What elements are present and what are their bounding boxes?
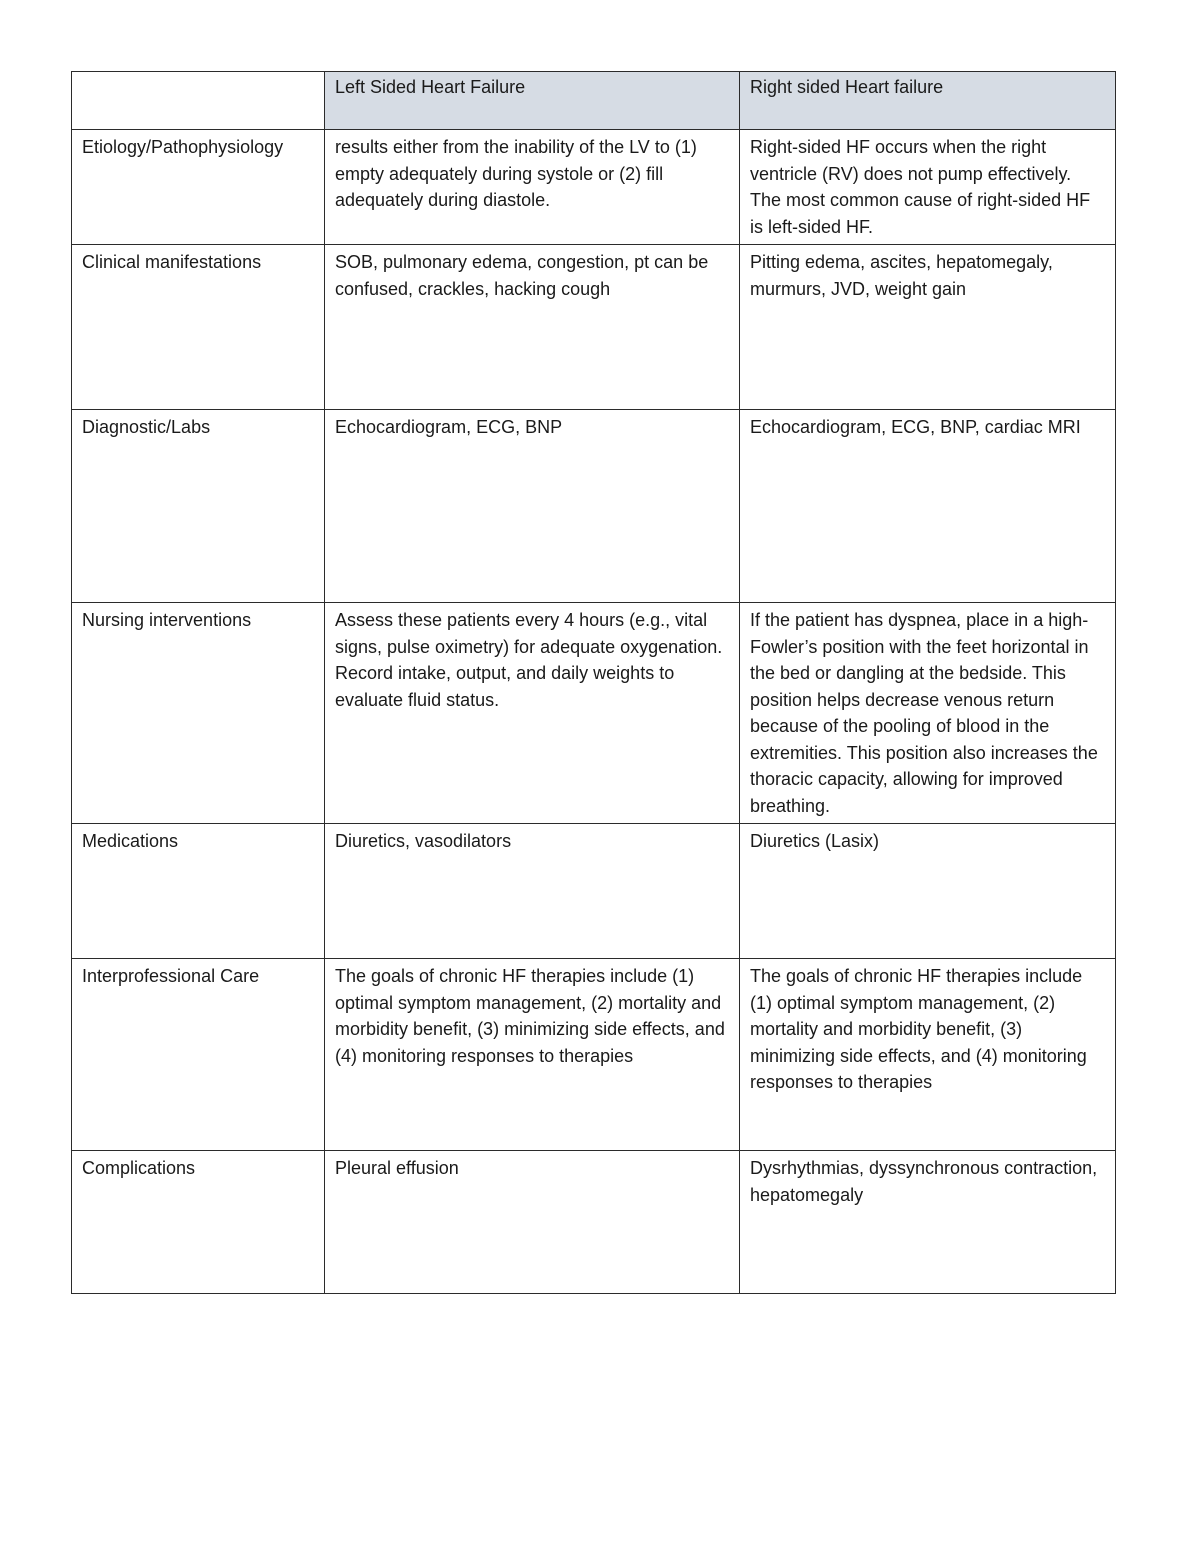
left-sided-cell	[325, 245, 740, 410]
header-left-sided-cell	[325, 72, 740, 130]
right-sided-text: Dysrhythmias, dyssynchronous contraction, hepatomegaly	[750, 1158, 1098, 1205]
left-sided-cell	[325, 603, 740, 824]
header-left-sided-text: Left Sided Heart Failure	[335, 77, 526, 97]
left-sided-text: Echocardiogram, ECG, BNP	[335, 417, 563, 437]
row-label-cell	[72, 959, 325, 1151]
right-sided-cell	[740, 1151, 1116, 1294]
right-sided-cell	[740, 245, 1116, 410]
row-label-cell	[72, 824, 325, 959]
right-sided-cell	[740, 959, 1116, 1151]
right-sided-text: The goals of chronic HF therapies include (1) optimal symptom management, (2) mortality and morbidity benefit, (3) minimizing side effects, and (4) monitoring responses to therapies	[750, 966, 1087, 1092]
row-label: Diagnostic/Labs	[82, 417, 211, 437]
left-sided-text: The goals of chronic HF therapies include (1) optimal symptom management, (2) mortality and morbidity benefit, (3) minimizing side effects, and (4) monitoring responses to therapies	[335, 966, 725, 1066]
left-sided-cell	[325, 959, 740, 1151]
left-sided-text: Assess these patients every 4 hours (e.g., vital signs, pulse oximetry) for adequate oxygenation. Record intake, output, and daily weights to evaluate fluid status.	[335, 610, 723, 710]
header-right-sided-text: Right sided Heart failure	[750, 77, 944, 97]
row-label: Complications	[82, 1158, 196, 1178]
right-sided-cell	[740, 824, 1116, 959]
left-sided-cell	[325, 1151, 740, 1294]
table-row-complications	[72, 1151, 1116, 1294]
row-label-cell	[72, 603, 325, 824]
header-corner-cell	[72, 72, 325, 130]
right-sided-text: If the patient has dyspnea, place in a high-Fowler’s position with the feet horizontal in the bed or dangling at the bedside. This position helps decrease venous return because of the pooling of blood in the extremities. This position also increases the thoracic capacity, allowing for improved breathing.	[750, 610, 1098, 816]
left-sided-text: Pleural effusion	[335, 1158, 459, 1178]
row-label-cell	[72, 245, 325, 410]
right-sided-cell	[740, 603, 1116, 824]
table-row-interprofessional-care	[72, 959, 1116, 1151]
row-label: Nursing interventions	[82, 610, 252, 630]
right-sided-text: Pitting edema, ascites, hepatomegaly, murmurs, JVD, weight gain	[750, 252, 1053, 299]
left-sided-cell	[325, 130, 740, 245]
header-right-sided-cell	[740, 72, 1116, 130]
row-label-cell	[72, 1151, 325, 1294]
right-sided-text: Diuretics (Lasix)	[750, 831, 880, 851]
row-label-cell	[72, 410, 325, 603]
left-sided-cell	[325, 824, 740, 959]
row-label: Clinical manifestations	[82, 252, 262, 272]
table-row-clinical-manifestations	[72, 245, 1116, 410]
left-sided-text: Diuretics, vasodilators	[335, 831, 512, 851]
heart-failure-comparison-table	[71, 71, 1116, 1294]
table-row-etiology	[72, 130, 1116, 245]
row-label: Medications	[82, 831, 179, 851]
row-label: Etiology/Pathophysiology	[82, 137, 284, 157]
right-sided-text: Echocardiogram, ECG, BNP, cardiac MRI	[750, 417, 1081, 437]
table-row-medications	[72, 824, 1116, 959]
row-label: Interprofessional Care	[82, 966, 260, 986]
table-row-diagnostic-labs	[72, 410, 1116, 603]
row-label-cell	[72, 130, 325, 245]
table-row-nursing-interventions	[72, 603, 1116, 824]
left-sided-text: SOB, pulmonary edema, congestion, pt can be confused, crackles, hacking cough	[335, 252, 709, 299]
table-header-row	[72, 72, 1116, 130]
right-sided-cell	[740, 410, 1116, 603]
left-sided-cell	[325, 410, 740, 603]
left-sided-text: results either from the inability of the LV to (1) empty adequately during systole or (2) fill adequately during diastole.	[335, 137, 697, 210]
right-sided-cell	[740, 130, 1116, 245]
right-sided-text: Right-sided HF occurs when the right ventricle (RV) does not pump effectively. The most common cause of right-sided HF is left-sided HF.	[750, 137, 1091, 237]
